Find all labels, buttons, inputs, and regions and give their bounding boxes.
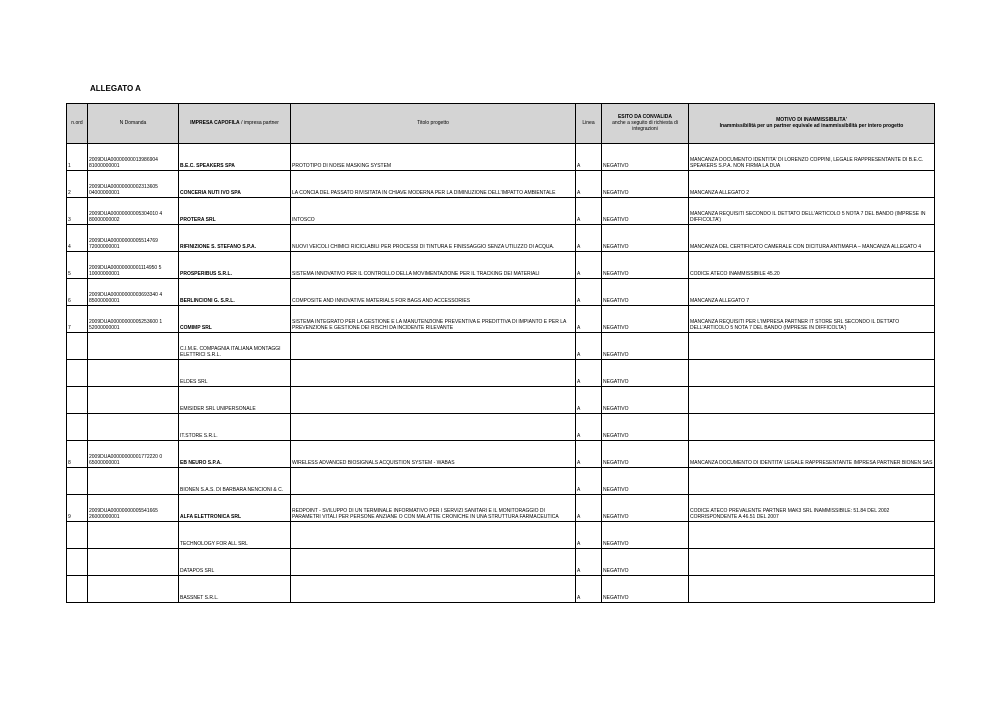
cell-impresa: IT.STORE S.R.L. xyxy=(179,414,291,441)
cell-linea: A xyxy=(576,279,602,306)
cell-motivo: MANCANZA DOCUMENTO IDENTITA' DI LORENZO COPPINI, LEGALE RAPPRESENTANTE DI B.E.C. SPEAKERS S.P.A. NON FIRMA LA DUA xyxy=(689,144,935,171)
cell-esito: NEGATIVO xyxy=(602,198,689,225)
cell-domanda: 2009DUA00000000001114950 5 10000000001 xyxy=(88,252,179,279)
cell-linea: A xyxy=(576,522,602,549)
table-row xyxy=(67,171,935,198)
cell-nord: 3 xyxy=(67,198,88,225)
table-row xyxy=(67,144,935,171)
cell-motivo: MANCANZA DEL CERTIFICATO CAMERALE CON DICITURA ANTIMAFIA – MANCANZA ALLEGATO 4 xyxy=(689,225,935,252)
cell-esito: NEGATIVO xyxy=(602,495,689,522)
cell-nord xyxy=(67,468,88,495)
document-title: ALLEGATO A xyxy=(90,84,141,93)
cell-motivo xyxy=(689,387,935,414)
cell-motivo: CODICE ATECO PREVALENTE PARTNER MAK3 SRL INAMMISSIBILE: 51.84 DEL 2002 CORRISPONDENTE A 46.51 DEL 2007 xyxy=(689,495,935,522)
cell-impresa: RIFINIZIONE S. STEFANO S.P.A. xyxy=(179,225,291,252)
cell-domanda xyxy=(88,414,179,441)
cell-impresa: TECHNOLOGY FOR ALL SRL xyxy=(179,522,291,549)
cell-linea: A xyxy=(576,144,602,171)
cell-domanda xyxy=(88,468,179,495)
cell-esito: NEGATIVO xyxy=(602,468,689,495)
cell-impresa: B.E.C. SPEAKERS SPA xyxy=(179,144,291,171)
header-motivo-rest: Inammissibilità per un partner equivale ad inammissibilità per intero progetto xyxy=(719,123,904,129)
cell-nord: 7 xyxy=(67,306,88,333)
cell-domanda: 2009DUA00000000001772220 0 65000000001 xyxy=(88,441,179,468)
cell-titolo: NUOVI VEICOLI CHIMICI RICICLABILI PER PROCESSI DI TINTURA E FINISSAGGIO SENZA UTILIZZO DI ACQUA. xyxy=(291,225,576,252)
cell-titolo: INTOSCO xyxy=(291,198,576,225)
cell-linea: A xyxy=(576,495,602,522)
cell-impresa: COMIMP SRL xyxy=(179,306,291,333)
table-header-row xyxy=(67,104,935,144)
cell-nord: 9 xyxy=(67,495,88,522)
cell-motivo: MANCANZA REQUISITI SECONDO IL DETTATO DELL'ARTICOLO 5 NOTA 7 DEL BANDO (IMPRESE IN DIFFICOLTA') xyxy=(689,198,935,225)
cell-titolo: SISTEMA INTEGRATO PER LA GESTIONE E LA MANUTENZIONE PREVENTIVA E PREDITTIVA DI IMPIANTO E PER LA PREVENZIONE E GESTIONE DEI RISCHI DA INCIDENTE RILEVANTE xyxy=(291,306,576,333)
table-row xyxy=(67,576,935,603)
cell-nord: 4 xyxy=(67,225,88,252)
cell-domanda: 2009DUA00000000005514769 72000000001 xyxy=(88,225,179,252)
cell-titolo xyxy=(291,387,576,414)
table-row xyxy=(67,198,935,225)
cell-nord xyxy=(67,522,88,549)
cell-impresa: DATAPOS SRL xyxy=(179,549,291,576)
cell-domanda: 2009DUA00000000005304010 4 80000000002 xyxy=(88,198,179,225)
table-row xyxy=(67,495,935,522)
cell-linea: A xyxy=(576,414,602,441)
cell-nord xyxy=(67,387,88,414)
cell-esito: NEGATIVO xyxy=(602,306,689,333)
cell-impresa: EMISIDER SRL UNIPERSONALE xyxy=(179,387,291,414)
header-esito-rest: anche a seguito di richiesta di integrazioni xyxy=(612,119,678,133)
cell-titolo: WIRELESS ADVANCED BIOSIGNALS ACQUISTION SYSTEM - WABAS xyxy=(291,441,576,468)
cell-impresa: PROTERA SRL xyxy=(179,198,291,225)
table-row xyxy=(67,549,935,576)
results-table xyxy=(66,103,935,603)
cell-domanda: 2009DUA00000000005541665 26000000001 xyxy=(88,495,179,522)
cell-linea: A xyxy=(576,387,602,414)
cell-motivo: CODICE ATECO INAMMISSIBILE 45.20 xyxy=(689,252,935,279)
cell-nord xyxy=(67,414,88,441)
cell-esito: NEGATIVO xyxy=(602,549,689,576)
cell-impresa: EB NEURO S.P.A. xyxy=(179,441,291,468)
cell-nord: 6 xyxy=(67,279,88,306)
cell-motivo: MANCANZA REQUISITI PER L'IMPRESA PARTNER IT STORE SRL SECONDO IL DETTATO DELL'ARTICOLO 5 NOTA 7 DEL BANDO (IMPRESE IN DIFFICOLTA') xyxy=(689,306,935,333)
header-motivo-bold: MOTIVO DI INAMMISSIBILITA' xyxy=(776,116,847,123)
cell-esito: NEGATIVO xyxy=(602,252,689,279)
cell-linea: A xyxy=(576,549,602,576)
cell-linea: A xyxy=(576,360,602,387)
cell-motivo xyxy=(689,333,935,360)
cell-linea: A xyxy=(576,306,602,333)
cell-domanda xyxy=(88,387,179,414)
cell-linea: A xyxy=(576,252,602,279)
cell-domanda: 2009DUA00000000013986904 81000000001 xyxy=(88,144,179,171)
cell-linea: A xyxy=(576,225,602,252)
cell-impresa: CONCERIA NUTI IVO SPA xyxy=(179,171,291,198)
cell-motivo xyxy=(689,522,935,549)
cell-nord xyxy=(67,333,88,360)
cell-nord: 2 xyxy=(67,171,88,198)
cell-linea: A xyxy=(576,576,602,603)
cell-nord xyxy=(67,549,88,576)
table-row xyxy=(67,414,935,441)
header-linea: Linea xyxy=(576,104,602,144)
cell-esito: NEGATIVO xyxy=(602,522,689,549)
cell-domanda xyxy=(88,360,179,387)
header-impresa xyxy=(179,104,291,144)
cell-esito: NEGATIVO xyxy=(602,441,689,468)
cell-motivo xyxy=(689,414,935,441)
cell-titolo xyxy=(291,333,576,360)
table-row xyxy=(67,279,935,306)
table-row xyxy=(67,333,935,360)
cell-linea: A xyxy=(576,171,602,198)
cell-impresa: PROSPERIBUS S.R.L. xyxy=(179,252,291,279)
header-motivo xyxy=(689,104,935,144)
cell-esito: NEGATIVO xyxy=(602,225,689,252)
header-esito-bold: ESITO DA CONVALIDA xyxy=(617,113,673,120)
cell-titolo xyxy=(291,549,576,576)
cell-motivo xyxy=(689,468,935,495)
cell-motivo xyxy=(689,360,935,387)
header-nord: n.ord xyxy=(67,104,88,144)
cell-domanda: 2009DUA00000000002313605 04000000001 xyxy=(88,171,179,198)
cell-titolo xyxy=(291,522,576,549)
table-row xyxy=(67,441,935,468)
cell-titolo: LA CONCIA DEL PASSATO RIVISITATA IN CHIAVE MODERNA PER LA DIMINUZIONE DELL'IMPATTO AMBIENTALE xyxy=(291,171,576,198)
table-row xyxy=(67,360,935,387)
cell-esito: NEGATIVO xyxy=(602,360,689,387)
cell-esito: NEGATIVO xyxy=(602,387,689,414)
cell-impresa: ALFA ELETTRONICA SRL xyxy=(179,495,291,522)
cell-nord: 5 xyxy=(67,252,88,279)
cell-domanda xyxy=(88,522,179,549)
cell-impresa: ELDES SRL xyxy=(179,360,291,387)
header-esito xyxy=(602,104,689,144)
cell-titolo: COMPOSITE AND INNOVATIVE MATERIALS FOR BAGS AND ACCESSORIES xyxy=(291,279,576,306)
header-titolo: Titolo progetto xyxy=(291,104,576,144)
cell-esito: NEGATIVO xyxy=(602,279,689,306)
cell-domanda: 2009DUA00000000005253600 1 52000000001 xyxy=(88,306,179,333)
table-row xyxy=(67,306,935,333)
cell-titolo xyxy=(291,576,576,603)
table-row xyxy=(67,522,935,549)
cell-nord: 8 xyxy=(67,441,88,468)
cell-linea: A xyxy=(576,333,602,360)
cell-linea: A xyxy=(576,468,602,495)
table-row xyxy=(67,387,935,414)
cell-motivo xyxy=(689,576,935,603)
cell-impresa: BERLINCIONI G. S.R.L. xyxy=(179,279,291,306)
cell-titolo: SISTEMA INNOVATIVO PER IL CONTROLLO DELLA MOVIMENTAZIONE PER IL TRACKING DEI MATERIALI xyxy=(291,252,576,279)
cell-domanda xyxy=(88,333,179,360)
cell-nord xyxy=(67,360,88,387)
cell-esito: NEGATIVO xyxy=(602,333,689,360)
cell-linea: A xyxy=(576,198,602,225)
cell-motivo xyxy=(689,549,935,576)
cell-esito: NEGATIVO xyxy=(602,414,689,441)
cell-motivo: MANCANZA DOCUMENTO DI IDENTITA' LEGALE RAPPRESENTANTE IMPRESA PARTNER BIONEN SAS xyxy=(689,441,935,468)
cell-titolo xyxy=(291,468,576,495)
cell-impresa: BIONEN S.A.S. DI BARBARA NENCIONI & C. xyxy=(179,468,291,495)
cell-titolo xyxy=(291,414,576,441)
cell-domanda xyxy=(88,576,179,603)
cell-nord xyxy=(67,576,88,603)
cell-titolo: REDPOINT - SVILUPPO DI UN TERMINALE INFORMATIVO PER I SERVIZI SANITARI E IL MONITORAGGIO DI PARAMETRI VITALI PER PERSONE ANZIANE O CON MALATTIE CRONICHE IN UNA STRUTTURA FARMACEUTICA xyxy=(291,495,576,522)
cell-domanda xyxy=(88,549,179,576)
cell-nord: 1 xyxy=(67,144,88,171)
cell-esito: NEGATIVO xyxy=(602,144,689,171)
header-ndomanda: N Domanda xyxy=(88,104,179,144)
table-row xyxy=(67,252,935,279)
cell-esito: NEGATIVO xyxy=(602,171,689,198)
table-row xyxy=(67,225,935,252)
cell-motivo: MANCANZA ALLEGATO 2 xyxy=(689,171,935,198)
cell-motivo: MANCANZA ALLEGATO 7 xyxy=(689,279,935,306)
cell-titolo: PROTOTIPO DI NOISE MASKING SYSTEM xyxy=(291,144,576,171)
table-row xyxy=(67,468,935,495)
cell-impresa: C.I.M.E. COMPAGNIA ITALIANA MONTAGGI ELETTRICI S.R.L. xyxy=(179,333,291,360)
header-impresa-bold: IMPRESA CAPOFILA xyxy=(190,119,240,126)
header-impresa-rest: / impresa partner xyxy=(241,119,279,126)
cell-impresa: BASSNET S.R.L. xyxy=(179,576,291,603)
cell-domanda: 2009DUA00000000003693340 4 85000000001 xyxy=(88,279,179,306)
cell-linea: A xyxy=(576,441,602,468)
cell-titolo xyxy=(291,360,576,387)
cell-esito: NEGATIVO xyxy=(602,576,689,603)
